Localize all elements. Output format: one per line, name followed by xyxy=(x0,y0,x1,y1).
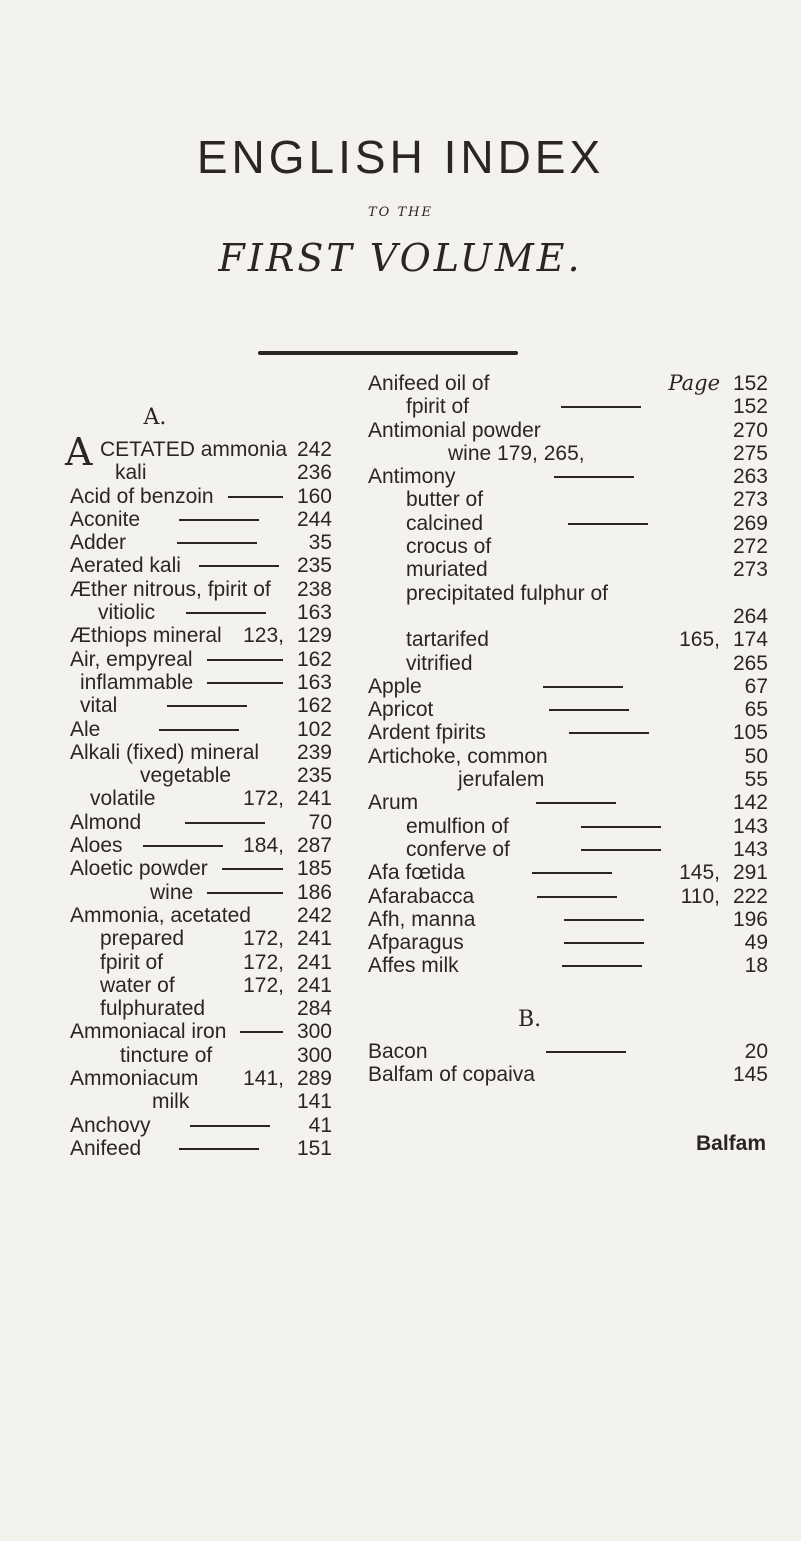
entry-page: 265 xyxy=(732,651,768,675)
index-entry xyxy=(368,675,768,698)
leader-dash xyxy=(537,896,617,898)
leader-dash xyxy=(561,406,641,408)
entry-term: vegetable xyxy=(140,764,232,788)
leader-dash xyxy=(240,1031,283,1033)
entry-page: 143 xyxy=(732,837,768,861)
index-entry xyxy=(70,624,332,647)
entry-term: kali xyxy=(115,461,147,485)
entry-term: conferve of xyxy=(406,837,510,861)
entry-page: 300 xyxy=(296,1020,332,1044)
leader-dash xyxy=(564,919,644,921)
index-entry xyxy=(368,745,768,768)
entry-term: Anifeed oil of xyxy=(368,372,490,395)
page-title: ENGLISH INDEX xyxy=(196,131,605,183)
leader-dash xyxy=(177,542,257,544)
entry-page: 273 xyxy=(732,488,768,512)
index-entry xyxy=(368,1063,768,1086)
index-entry xyxy=(368,954,768,977)
index-entry xyxy=(70,1067,332,1090)
entry-term: Acid of benzoin xyxy=(70,484,214,508)
entry-term: inflammable xyxy=(80,670,194,694)
volume-heading: FIRST VOLUME. xyxy=(218,236,583,280)
page-word: Page xyxy=(668,371,720,395)
entry-page: 241 xyxy=(296,950,332,974)
leader-dash xyxy=(581,826,661,828)
entry-secondary-page: 145, xyxy=(679,861,720,885)
entry-term: calcined xyxy=(406,511,484,535)
index-entry xyxy=(70,554,332,577)
entry-page: 284 xyxy=(296,997,332,1021)
entry-page: 238 xyxy=(296,577,332,601)
entry-term: Ardent fpirits xyxy=(368,721,486,745)
entry-term: Balfam of copaiva xyxy=(368,1063,535,1087)
leader-dash xyxy=(549,709,629,711)
index-entry xyxy=(70,1114,332,1137)
index-entry xyxy=(70,508,332,531)
entry-page: 263 xyxy=(732,465,768,489)
catchword: Balfam xyxy=(695,1132,766,1155)
leader-dash xyxy=(228,496,283,498)
entry-term: Ammoniacum xyxy=(70,1067,199,1091)
leader-dash xyxy=(159,729,239,731)
leader-dash xyxy=(190,1125,270,1127)
entry-page: 273 xyxy=(732,558,768,582)
entry-term: Affes milk xyxy=(368,954,459,978)
entry-page: 174 xyxy=(732,628,768,652)
entry-page: 102 xyxy=(296,717,332,741)
entry-term: Æthiops mineral xyxy=(70,624,222,648)
leader-dash xyxy=(546,1051,626,1053)
leader-dash xyxy=(179,519,259,521)
entry-page: 275 xyxy=(732,441,768,465)
entry-page: 105 xyxy=(732,721,768,745)
index-entry xyxy=(368,605,768,628)
entry-term: CETATED ammonia xyxy=(100,438,288,461)
index-entry xyxy=(368,838,768,861)
entry-page: 196 xyxy=(732,907,768,931)
leader-dash xyxy=(207,682,283,684)
entry-page: 143 xyxy=(732,814,768,838)
leader-dash xyxy=(554,476,634,478)
entry-term: Antimony xyxy=(368,465,456,489)
entry-page: 270 xyxy=(732,418,768,442)
entry-page: 129 xyxy=(296,624,332,648)
entry-term: wine xyxy=(150,880,194,904)
entry-page: 35 xyxy=(308,531,332,555)
entry-term: vital xyxy=(80,694,118,718)
index-entry xyxy=(70,741,332,764)
entry-term: wine 179, 265, xyxy=(448,441,585,465)
section-letter-b: B. xyxy=(518,1007,542,1032)
entry-page: 49 xyxy=(744,931,768,955)
entry-term: Aerated kali xyxy=(70,554,181,578)
index-entry xyxy=(368,419,768,442)
index-entry xyxy=(368,768,768,791)
entry-page: 222 xyxy=(732,884,768,908)
entry-secondary-page: 172, xyxy=(243,787,284,811)
entry-term: Artichoke, common xyxy=(368,744,548,768)
index-entry xyxy=(368,861,768,884)
entry-page: 20 xyxy=(744,1040,768,1063)
leader-dash xyxy=(179,1148,259,1150)
entry-term: Afa fœtida xyxy=(368,861,465,885)
b-section xyxy=(368,1000,768,1087)
entry-page: 18 xyxy=(744,954,768,978)
index-entry xyxy=(368,931,768,954)
entry-secondary-page: 172, xyxy=(243,927,284,951)
index-entry xyxy=(70,857,332,880)
entry-term: Arum xyxy=(368,791,419,815)
entry-term: Anchovy xyxy=(70,1113,151,1137)
index-entry xyxy=(368,535,768,558)
entry-page: 241 xyxy=(296,787,332,811)
index-entry xyxy=(70,1020,332,1043)
index-entry xyxy=(368,791,768,814)
page-subtitle: TO THE xyxy=(368,205,433,220)
entry-page: 65 xyxy=(744,698,768,722)
entry-term: Almond xyxy=(70,810,142,834)
leader-dash xyxy=(199,565,279,567)
entry-page: 244 xyxy=(296,507,332,531)
entry-term: Air, empyreal xyxy=(70,647,193,671)
entry-page: 142 xyxy=(732,791,768,815)
entry-secondary-page: 141, xyxy=(243,1067,284,1091)
entry-term: Apple xyxy=(368,674,422,698)
index-entry xyxy=(368,628,768,651)
leader-dash xyxy=(167,705,247,707)
entry-secondary-page: 172, xyxy=(243,950,284,974)
entry-term: tincture of xyxy=(120,1043,213,1067)
leader-dash xyxy=(185,822,265,824)
entry-secondary-page: 110, xyxy=(680,884,720,908)
index-entry xyxy=(70,974,332,997)
entry-page: 236 xyxy=(296,461,332,485)
index-entry xyxy=(70,834,332,857)
entry-page: 287 xyxy=(296,834,332,858)
leader-dash xyxy=(207,659,283,661)
entry-term: fulphurated xyxy=(100,997,206,1021)
entry-term: precipitated fulphur of xyxy=(406,581,608,605)
leader-dash xyxy=(186,612,266,614)
entry-term: Ammonia, acetated xyxy=(70,903,251,927)
index-entry xyxy=(368,815,768,838)
entry-page: 242 xyxy=(296,438,332,461)
index-entry xyxy=(368,465,768,488)
entry-page: 269 xyxy=(732,511,768,535)
entry-term: vitrified xyxy=(406,651,473,675)
entry-term: volatile xyxy=(90,787,156,811)
leader-dash xyxy=(569,732,649,734)
entry-page: 300 xyxy=(296,1043,332,1067)
entry-page: 241 xyxy=(296,927,332,951)
leader-dash xyxy=(143,845,223,847)
entry-term: milk xyxy=(152,1090,190,1114)
index-entry xyxy=(70,531,332,554)
entry-term: Aconite xyxy=(70,507,141,531)
index-entry xyxy=(70,718,332,741)
index-entry xyxy=(70,904,332,927)
entry-page: 289 xyxy=(296,1067,332,1091)
entry-term: Adder xyxy=(70,531,127,555)
entry-secondary-page: 172, xyxy=(243,973,284,997)
entry-term: vitiolic xyxy=(98,601,156,625)
leader-dash xyxy=(532,872,612,874)
leader-dash xyxy=(536,802,616,804)
drop-cap: A xyxy=(65,430,93,474)
entry-term: water of xyxy=(100,973,175,997)
entry-term: fpirit of xyxy=(100,950,164,974)
leader-dash xyxy=(562,965,642,967)
leader-dash xyxy=(581,849,661,851)
leader-dash xyxy=(207,892,283,894)
index-entry xyxy=(70,881,332,904)
index-entry xyxy=(368,372,768,395)
index-entry xyxy=(70,1090,332,1113)
index-entry xyxy=(368,558,768,581)
index-entry xyxy=(70,601,332,624)
left-column xyxy=(65,405,332,1160)
entry-term: tartarifed xyxy=(406,628,489,652)
index-entry xyxy=(70,671,332,694)
entry-page: 67 xyxy=(744,674,768,698)
index-entry xyxy=(70,485,332,508)
entry-term: Afarabacca xyxy=(368,884,475,908)
index-entry xyxy=(368,582,768,605)
entry-term: crocus of xyxy=(406,535,492,559)
index-entry xyxy=(368,442,768,465)
index-entry xyxy=(70,1044,332,1067)
entry-page: 162 xyxy=(296,647,332,671)
leader-dash xyxy=(568,523,648,525)
index-entry xyxy=(70,648,332,671)
index-entry xyxy=(70,951,332,974)
index-entry xyxy=(368,395,768,418)
entry-term: Anifeed xyxy=(70,1136,142,1160)
entry-page: 185 xyxy=(296,857,332,881)
entry-term: Ale xyxy=(70,717,101,741)
entry-page: 242 xyxy=(296,903,332,927)
index-entry xyxy=(70,927,332,950)
index-entry xyxy=(70,694,332,717)
entry-term: jerufalem xyxy=(458,768,545,792)
entry-page: 55 xyxy=(744,768,768,792)
divider-rule xyxy=(258,351,518,355)
entry-term: prepared xyxy=(100,927,185,951)
index-entry xyxy=(70,578,332,601)
entry-page: 272 xyxy=(732,535,768,559)
entry-secondary-page: 123, xyxy=(243,624,284,648)
entry-page: 186 xyxy=(296,880,332,904)
entry-page: 162 xyxy=(296,694,332,718)
section-letter-a: A. xyxy=(143,405,167,430)
leader-dash xyxy=(222,868,283,870)
index-entry xyxy=(368,885,768,908)
entry-secondary-page: 165, xyxy=(679,628,720,652)
index-entry xyxy=(70,811,332,834)
entry-term: emulfion of xyxy=(406,814,509,838)
entry-term: Ammoniacal iron xyxy=(70,1020,227,1044)
entry-term: Apricot xyxy=(368,698,434,722)
entry-term: Afparagus xyxy=(368,931,464,955)
entry-page: 152 xyxy=(732,372,768,395)
index-entry xyxy=(70,787,332,810)
index-entry xyxy=(70,997,332,1020)
entry-page: 70 xyxy=(308,810,332,834)
index-entry xyxy=(368,698,768,721)
leader-dash xyxy=(564,942,644,944)
index-entry xyxy=(368,652,768,675)
index-entry xyxy=(368,908,768,931)
entry-page: 152 xyxy=(732,395,768,419)
entry-term: Bacon xyxy=(368,1040,428,1063)
entry-page: 41 xyxy=(308,1113,332,1137)
entry-page: 241 xyxy=(296,973,332,997)
entry-page: 50 xyxy=(744,744,768,768)
entry-page: 160 xyxy=(296,484,332,508)
entry-page: 235 xyxy=(296,764,332,788)
entry-term: muriated xyxy=(406,558,488,582)
entry-page: 235 xyxy=(296,554,332,578)
leader-dash xyxy=(543,686,623,688)
entry-term: Antimonial powder xyxy=(368,418,541,442)
entry-term: Afh, manna xyxy=(368,907,476,931)
entry-page: 264 xyxy=(732,604,768,628)
index-entry xyxy=(70,461,332,484)
entry-page: 151 xyxy=(296,1136,332,1160)
right-column xyxy=(368,372,768,978)
entry-term: Aloetic powder xyxy=(70,857,208,881)
index-entry xyxy=(70,764,332,787)
index-entry xyxy=(70,1137,332,1160)
entry-page: 163 xyxy=(296,601,332,625)
entry-page: 141 xyxy=(296,1090,332,1114)
index-entry xyxy=(368,1040,768,1063)
entry-page: 291 xyxy=(732,861,768,885)
index-entry xyxy=(368,488,768,511)
entry-term: Æther nitrous, fpirit of xyxy=(70,577,271,601)
entry-term: Aloes xyxy=(70,834,123,858)
index-entry xyxy=(368,721,768,744)
entry-page: 145 xyxy=(732,1063,768,1087)
entry-page: 239 xyxy=(296,740,332,764)
entry-term: fpirit of xyxy=(406,395,470,419)
entry-page: 163 xyxy=(296,670,332,694)
entry-term: Alkali (fixed) mineral xyxy=(70,740,260,764)
entry-term: butter of xyxy=(406,488,484,512)
entry-secondary-page: 184, xyxy=(243,834,284,858)
index-entry xyxy=(368,512,768,535)
